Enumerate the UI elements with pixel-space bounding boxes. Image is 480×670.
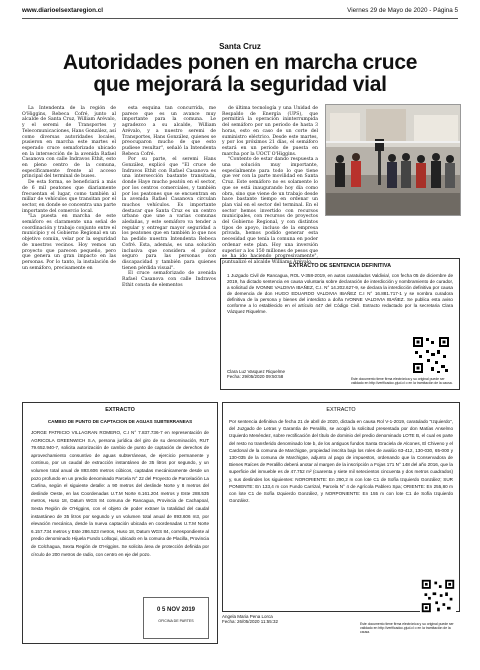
article-photo <box>325 104 461 216</box>
headline-line-1: Autoridades ponen en marcha cruce <box>62 51 418 74</box>
notice-body: JORGE PATRICIO VILLAGRAN ROMERO, C.I N° 7.837.736-7 en representación de AGRICOLA GREENWICH S.A, persona jurídica del giro de su denominación, RUT 79.652.940-7, solicita autorización de cambio de punto de captación de derechos de aprovechamiento consuntivo de aguas subterráneas, de ejercicio permanente y continuo, por un caudal de extracción instantáneo de 35 litros por segundo, y un volumen total anual de 893.606 metros cúbicos, captadas mecánicamente desde un pozo profundo en un predio denominado Parcela N° 22 del Proyecto de Parcelación La Carlina, según el siguiente detalle: a 90 metros del deslinde Norte y 8 metros del deslinde Oeste, en las Coordenadas U.T.M Norte 6.161.204 metros y Este 288.535 metros, Huso 18, Datum WGS 84 comuna de Rancagua, Provincia de Cachapoal, Sexta Región de O'Higgins, con el objeto de poder extraer la totalidad del caudal instantáneo de 35 litros por segundo y un volumen total anual de 893.606 m3, por elevación mecánica, desde la nueva captación ubicada en coordenadas U.T.M Norte 6.157.734 metros y Este 286.523 metros, Huso 18, Datum WGS 84, correspondiente al predio denominado Hijuela Fundo Lolloqui, ubicado en la comuna de Placilla, Provincia de Colchagua, Sexta Región de O'Higgins. Se solicita área de protección definida por círculo de 200 metros de radio, con centro en eje del pozo. <box>31 430 209 557</box>
signed-date: Fecha: 26/05/2020 11:55:32 <box>222 619 278 625</box>
site-url: www.diarioelsextaregion.cl <box>22 7 103 14</box>
signed-date: Fecha: 29/05/2020 09:50:58 <box>227 374 284 380</box>
signer-name: Angela Maria Pena Lorca <box>222 614 273 619</box>
notice-body: 1 Juzgado Civil de Rancagua, ROL V-358-2019, en autos caratulados Valdivia/, con fecha 05 de diciembre de 2019, ha dictado sentencia en causa voluntaria sobre declaración de interdicción y nombramiento de curador, a solicitud de IVONNE VALDIVIA IBAÑEZ, C.I. N° 14.202.627-9, se declara la interdicción definitiva por causa de demencia de don HUGO EDUARDO VALDIVIA IBAÑEZ C.I N° 16.881.717-1 y se nombra curadora definitiva de la persona y bienes del interdicto a doña IVONNE VALDIVIA IBAÑEZ. Se publica esta aviso conforme a lo establecido en el artículo 447 del Código Civil. Extracto redactado por la secretaria Clara Vázquez Riquelme. <box>227 273 453 314</box>
received-stamp <box>143 597 209 639</box>
stamp-label: OFICINA DE PARTES <box>158 619 194 624</box>
legal-notice-aguas <box>22 402 218 644</box>
article-paragraph: La Intendenta de la región de O'Higgins, Rebeca Cofré, junto al alcalde de Santa Cruz, William Arévalo, y el seremi de Transportes y Telecomunicaciones, Hans González, así como diversas autoridades locales, pusieron en marcha este martes el esperado cruce semaforizado ubicado en la intersección de la avenida Rafael Casanova con calle Indravos Ethit, esto en pleno centro de la comuna, específicamente frente al acceso principal del terminal de buses. <box>22 106 116 180</box>
notice-body: Por sentencia definitiva de fecha 21 de abril de 2020, dictada en causa Rol V-1-2019, caratulado "Izquierdo", del Juzgado de Letras y Garantía de Peralillo, se acogió la solicitud presentada por don Matías Anselmo Izquierdo Menéndez, sobre rectificación del título de dominio del predio denominado LOTE B, el cual es parte del resto no transferido denominado lote b, de los antiguos fundos Santa Graciela de Alcones, El Chiveno y el Cardonal de la comuna de Marchigüe, propiedad inscrita bajo los roles de avalúo 63-412, 130-030, 65-000 y 130-035 de la comuna de Marchigüe, adjunto al pago de impuestos, ordenando que la Conservadora de Bienes Raíces de Peralillo deberá anotar al margen de la inscripción a Fojas 171 N° 148 del año 2016, que la superficie del inmueble es de 47.752 m² (cuarenta y siete mil setecientos cincuenta y dos metros cuadrados) y, sus deslindes los siguientes: NORORIENTE: En 290,2 m con lote C1 de Sofía Izquierdo González; SUR PONIENTE: En 133,4 m con Fundo Carrizal, Parcela N° 4 de Agrícola Pablero Spa; ORIENTE: En 255,80 m con lote C1 de Sofía Izquierdo González, y NORPONIENTE: En 155 m con lote C1 de Sofía Izquierdo González. <box>229 419 453 504</box>
article-column-2 <box>122 106 216 289</box>
verification-note: Este documento tiene firma electrónica y su original puede ser validado en http://verificadoc.pjud.cl o en la tramitación de la causa. <box>360 622 454 634</box>
qr-code-icon <box>411 335 451 375</box>
article-paragraph: Por su parte, el seremi Hans González, explicó que "El cruce de Indravos Ethit con Rafael Casanova es una intersección bastante transitada, donde Haye mucho peatón en el sector, por los centros comerciales, y también por los peatones que se encuentran en la avenida Rafael Casanova circulan muchos vehículos. Es importante destacar que Santa Cruz es un centro urbano que une a varias comunas aledañas, y este semáforo va tender a regular y entregar mayor seguridad a los peatones que en también lo que nos ha pedido nuestra Intendenta Rebeca Cofré. Esta, además, es una solución inclusiva que considera el pulsor seguro para las personas con discapacidad y también para quienes tienen pérdida visual". <box>122 157 216 271</box>
article-column-3 <box>222 106 318 266</box>
signer-name: Clara Luz Vasquez Riquelme <box>227 369 285 374</box>
stamp-date: 0 5 NOV 2019 <box>156 607 196 613</box>
article-paragraph: De esta forma, se beneficiará a más de 6 mil peatones que diariamente frecuentan el lugar, como también al millar de vehículos que transitan por el sector, en donde se concentra una parte importante del comercio local. <box>22 180 116 214</box>
notice-title: EXTRACTO DE SENTENCIA DEFINITIVA <box>288 263 392 269</box>
headline <box>20 52 460 96</box>
page-header <box>22 6 458 19</box>
verification-note: Este documento tiene firma electrónica y su original puede ser validado en http://verificadoc.pjud.cl o en la tramitación de la causa. <box>351 377 453 385</box>
section-label: Santa Cruz <box>219 42 261 51</box>
article-paragraph: El cruce semaforizado de avenida Rafael Casanova con calle Indravos Ethit consta de elementos <box>122 271 216 288</box>
article-paragraph: de última tecnología y una Unidad de Respaldo de Energía (UPS), que permitirá la operación ininterrumpida del semáforo por un periodo de hasta 3 horas, esto en caso de un corte del suministro eléctrico. Desde este martes, y por los próximos 21 días, el semáforo estará en un periodo de puesta en marcha por la UOCT O'Higgins. <box>222 106 318 157</box>
notice-title: EXTRACTO <box>105 407 135 413</box>
article-paragraph: "Contento de estar dando respuesta a una solución muy importante, especialmente para todo lo que tiene que ver con la parte movilidad en Santa Cruz. Este semáforo no es solamente lo que se está inaugurando hoy día como obra, sino que viene de un trabajo desde hace bastante tiempo en ordenar un plan vial en el sector del terminal. En el sector hemos invertido con recursos municipales, con recursos de proyectos del Gobierno Regional, y con distintos tipos de apoyo, incluso de la empresa privada, hemos podido generar esta necesidad que tenía la comuna en poder ordenar este plan. Hoy una inversión superior a los 150 millones de pesos que se ha ido haciendo progresivamente", puntualizó el alcalde Williams Arévalo. <box>222 157 318 265</box>
legal-notice-sentencia <box>220 258 460 390</box>
notice-subtitle: CAMBIO DE PUNTO DE CAPTACION DE AGUAS SUBTERRANEAS <box>47 419 193 424</box>
notice-title: EXTRACTO <box>326 407 356 413</box>
article-paragraph: esta esquina tan concurrida, me parece que es un avance muy importante para la comuna. Le agradezco a su alcalde, William Arévalo, y a nuestro seremi de Transportes, Hans González, quienes se preocuparon mucho de que esto pudiese resultar", señaló la Intendenta Rebeca Cofré. <box>122 106 216 157</box>
article-paragraph: "La puesta en marcha de este semáforo es claramente una señal de coordinación y trabajo conjunto entre el municipio y el Gobierno Regional en un objetivo común, velar por la seguridad de nuestros vecinos. Hoy vemos un proyecto que parecen pequeño, pero que genera un gran impacto en las personas. Por lo tanto, la instalación de un semáforo, precisamente en <box>22 214 116 271</box>
qr-code-icon <box>420 578 456 614</box>
issue-date: Viernes 29 de Mayo de 2020 - Página 5 <box>347 7 458 14</box>
headline-line-2: que mejorará la seguridad vial <box>93 73 387 96</box>
article-column-1 <box>22 106 116 271</box>
